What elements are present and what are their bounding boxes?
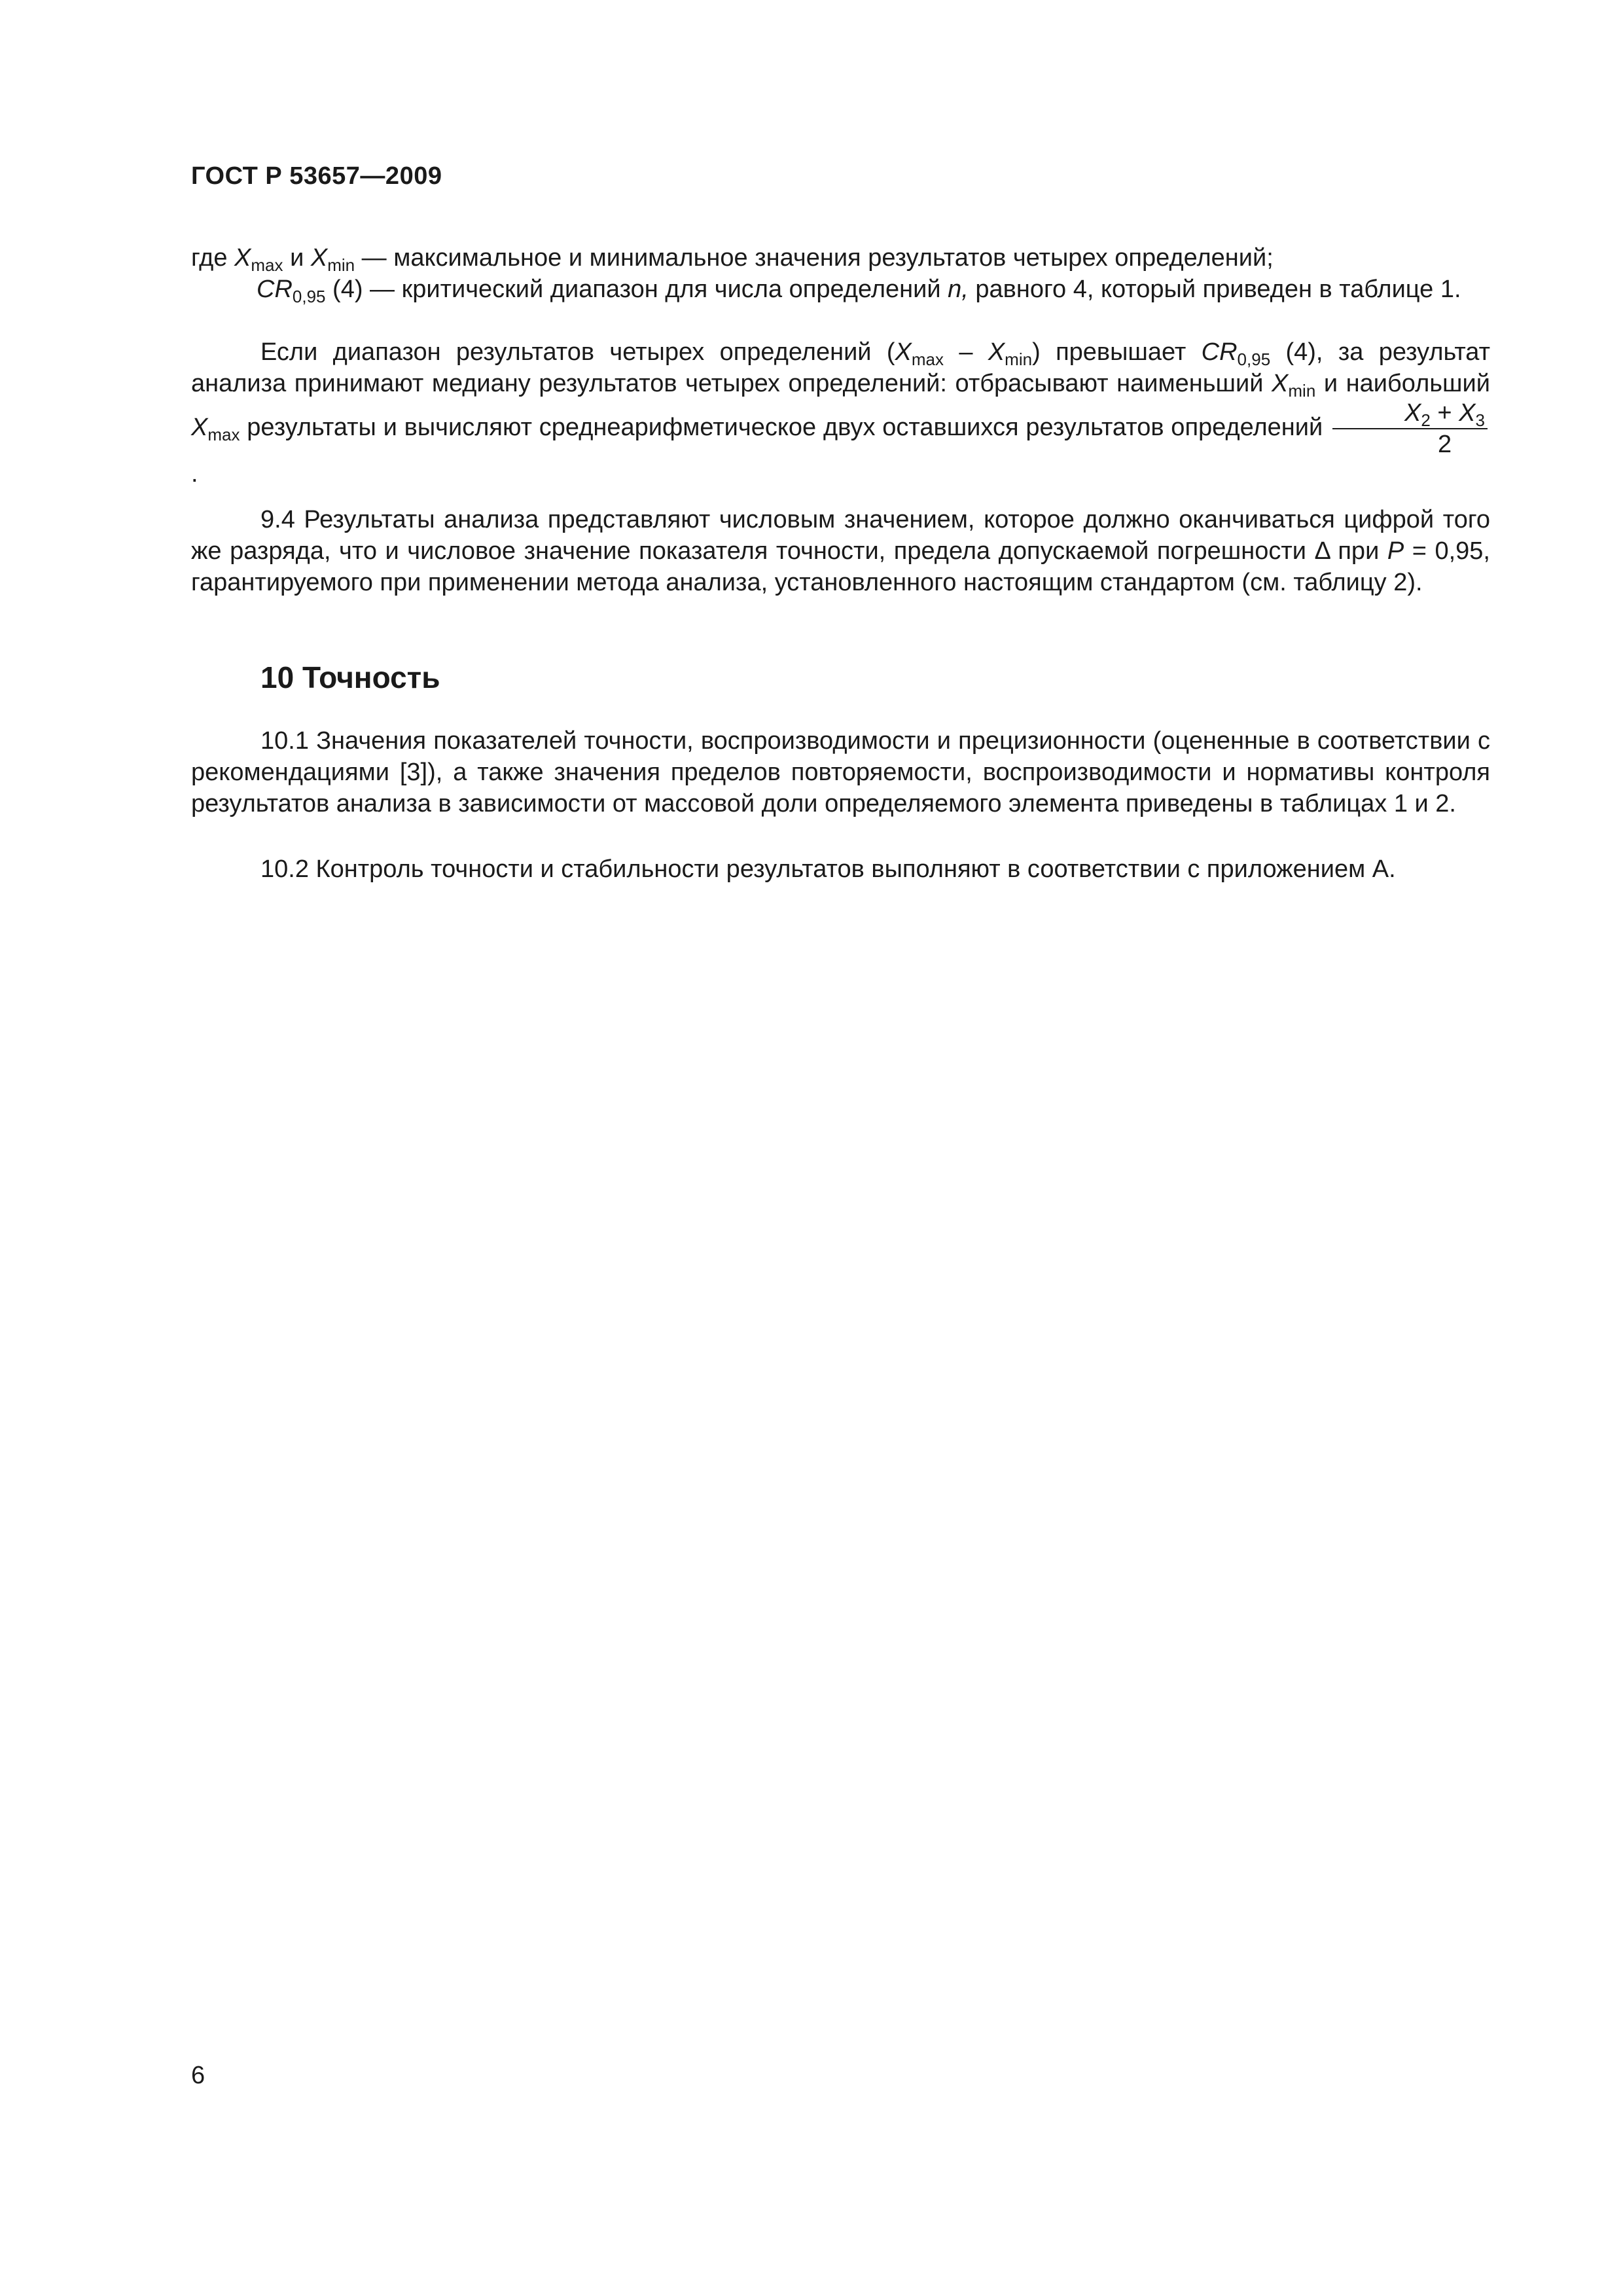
- var-cr: CR: [257, 276, 293, 303]
- fraction-mean: $\frac{X_2 + X_3}{2}$: [1332, 399, 1488, 458]
- cr-arg: (4): [325, 276, 363, 303]
- where-text: — максимальное и минимальное значения результатов четырех определений;: [355, 244, 1274, 272]
- paragraph-9-4: 9.4 Результаты анализа представляют числовым значением, которое должно оканчиваться цифрой того же разряда, что и числовое значение показателя точности, предела допускаемой погрешности Δ при P = 0,95, гарантируемого при применении метода анализа, установленного настоящим стандартом (см. таблицу 2).: [191, 506, 1490, 596]
- var-x: X: [234, 244, 251, 272]
- section-title: 10 Точность: [260, 660, 440, 694]
- and-text: и: [283, 244, 311, 272]
- paragraph-10-1: 10.1 Значения показателей точности, воспроизводимости и прецизионности (оцененные в соответствии с рекомендациями [3]), а также значения пределов повторяемости, воспроизводимости и нормативы контроля результатов анализа в зависимости от массовой доли определяемого элемента приведены в таблицах 1 и 2.: [191, 727, 1490, 817]
- definition-cr: [257, 274, 1490, 305]
- cr-text-a: — критический диапазон для числа определений: [363, 276, 948, 303]
- cr-text-b: равного 4, который приведен в таблице 1.: [968, 276, 1461, 303]
- var-n: n,: [948, 276, 969, 303]
- definition-xmax-xmin: [191, 242, 1274, 274]
- where-prefix: где: [191, 244, 235, 272]
- sub-min: min: [327, 255, 355, 275]
- delta-symbol: Δ: [1314, 537, 1330, 565]
- document-header: ГОСТ Р 53657—2009: [191, 162, 442, 190]
- var-x: X: [310, 244, 328, 272]
- sub-max: max: [251, 255, 283, 275]
- page-number: 6: [191, 2062, 205, 2089]
- sub-095: 0,95: [292, 287, 326, 306]
- paragraph-range: Если диапазон результатов четырех определений $(X_{max} - X_{min})$ превышает $CR_{0,95}$ (4), за результат анализа принимают медиану результатов четырех определений: отбрасывают наименьший $X_{min}$ и наибольший $X_{max}$ результаты и вычисляют среднеарифметическое двух оставшихся результатов определений $\frac{X_2 + X_3}{2}$ .: [191, 338, 1490, 488]
- paragraph-10-2: 10.2 Контроль точности и стабильности результатов выполняют в соответствии с приложением А.: [260, 855, 1396, 883]
